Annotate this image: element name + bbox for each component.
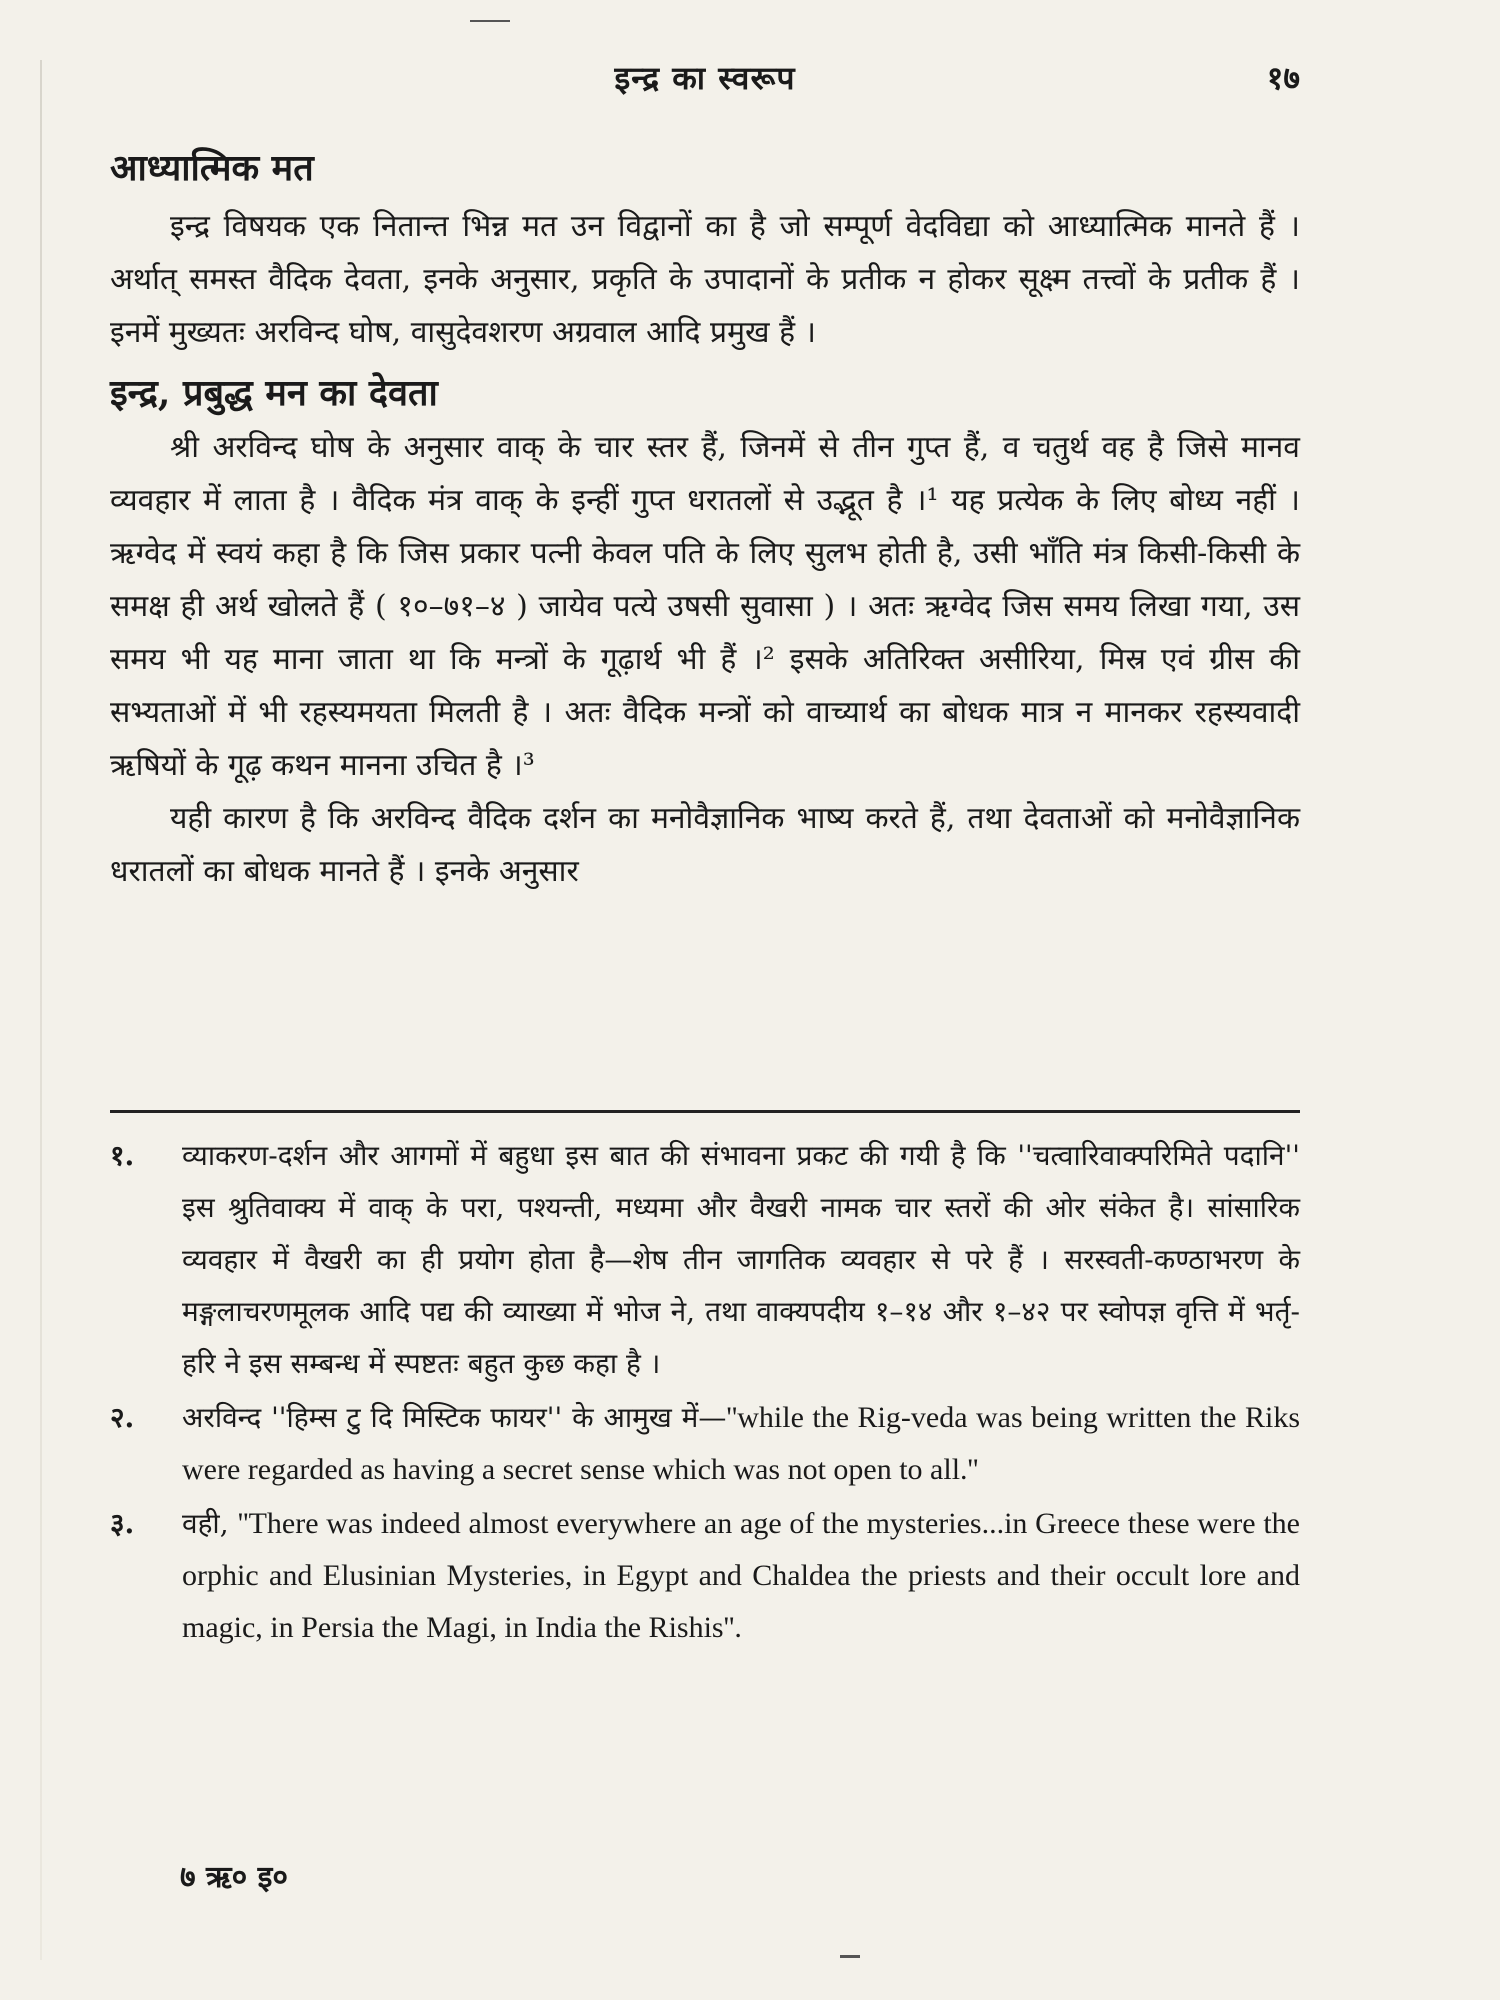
signature-mark: ७ ऋ० इ० [180,1860,289,1895]
running-title: इन्द्र का स्वरूप [614,59,796,97]
footnote-text [182,1498,1300,1654]
footnote-1 [110,1130,1300,1390]
footnote-text [182,1392,1300,1496]
footnote-text-english: ''while the Rig-veda was being written the Riks were regarded as having a secret sense which was not open to all.'' [182,1401,1301,1486]
footnote-text-hindi: अरविन्द ''हिम्स टु दि मिस्टिक फायर'' के आमुख में— [182,1401,727,1434]
scan-edge-mark [40,60,42,1960]
top-dash-mark [470,20,510,22]
footnotes [110,1130,1300,1656]
footnote-3 [110,1498,1300,1654]
footnote-2 [110,1392,1300,1496]
section-heading-indra-enlightened-mind: इन्द्र, प्रबुद्ध मन का देवता [110,372,438,414]
footnote-number: ३. [110,1507,135,1540]
section-heading-spiritual-view: आध्यात्मिक मत [110,147,314,189]
footnote-number: १. [110,1139,135,1172]
page-header [110,50,1300,110]
main-content [110,140,1300,898]
footnote-divider [110,1110,1300,1113]
footnote-text-english: ''There was indeed almost everywhere an age of the mysteries...in Greece these were the orphic and Elusinian Mysteries, in Egypt and Chaldea the priests and their occult lore and magic, in Persia the Magi, in India the Rishis''. [182,1507,1300,1644]
section-paragraph-aurobindo: श्री अरविन्द घोष के अनुसार वाक् के चार स्तर हैं, जिनमें से तीन गुप्त हैं, व चतुर्थ वह है जिसे मानव व्यवहार में लाता है । वैदिक मंत्र वाक् के इन्हीं गुप्त धरातलों से उद्भूत है ।¹ यह प्रत्येक के लिए बोध्य नहीं । ऋग्वेद में स्वयं कहा है कि जिस प्रकार पत्नी केवल पति के लिए सुलभ होती है, उसी भाँति मंत्र किसी-किसी के समक्ष ही अर्थ खोलते हैं ( १०–७१–४ ) जायेव पत्ये उषसी सुवासा ) । अतः ऋग्वेद जिस समय लिखा गया, उस समय भी यह माना जाता था कि मन्त्रों के गूढ़ार्थ भी हैं ।² इसके अतिरिक्त असीरिया, मिस्र एवं ग्रीस की सभ्यताओं में भी रहस्यमयता मिलती है । अतः वैदिक मन्त्रों को वाच्यार्थ का बोधक मात्र न मानकर रहस्यवादी ऋषियों के गूढ़ कथन मानना उचित है ।³ [110,430,1300,783]
page-number: १७ [1266,59,1300,97]
section-paragraph-psychological: यही कारण है कि अरविन्द वैदिक दर्शन का मनोवैज्ञानिक भाष्य करते हैं, तथा देवताओं को मनोवैज्ञानिक धरातलों का बोधक मानते हैं । इनके अनुसार [110,801,1300,889]
bottom-dash-mark [840,1955,860,1958]
footnote-text: व्याकरण-दर्शन और आगमों में बहुधा इस बात की संभावना प्रकट की गयी है कि ''चत्वारिवाक्परिमिते पदानि'' इस श्रुतिवाक्य में वाक् के परा, पश्यन्ती, मध्यमा और वैखरी नामक चार स्तरों की ओर संकेत है। सांसारिक व्यवहार में वैखरी का ही प्रयोग होता है—शेष तीन जागतिक व्यवहार से परे हैं । सरस्वती-कण्ठाभरण के मङ्गलाचरणमूलक आदि पद्य की व्याख्या में भोज ने, तथा वाक्यपदीय १–१४ और १–४२ पर स्वोपज्ञ वृत्ति में भर्तृ-हरि ने इस सम्बन्ध में स्पष्टतः बहुत कुछ कहा है । [182,1139,1300,1380]
footnote-number: २. [110,1401,135,1434]
section-paragraph-spiritual-view: इन्द्र विषयक एक नितान्त भिन्न मत उन विद्वानों का है जो सम्पूर्ण वेदविद्या को आध्यात्मिक मानते हैं । अर्थात् समस्त वैदिक देवता, इनके अनुसार, प्रकृति के उपादानों के प्रतीक न होकर सूक्ष्म तत्त्वों के प्रतीक हैं । इनमें मुख्यतः अरविन्द घोष, वासुदेवशरण अग्रवाल आदि प्रमुख हैं । [110,209,1300,350]
footnote-text-hindi: वही, [182,1507,238,1540]
